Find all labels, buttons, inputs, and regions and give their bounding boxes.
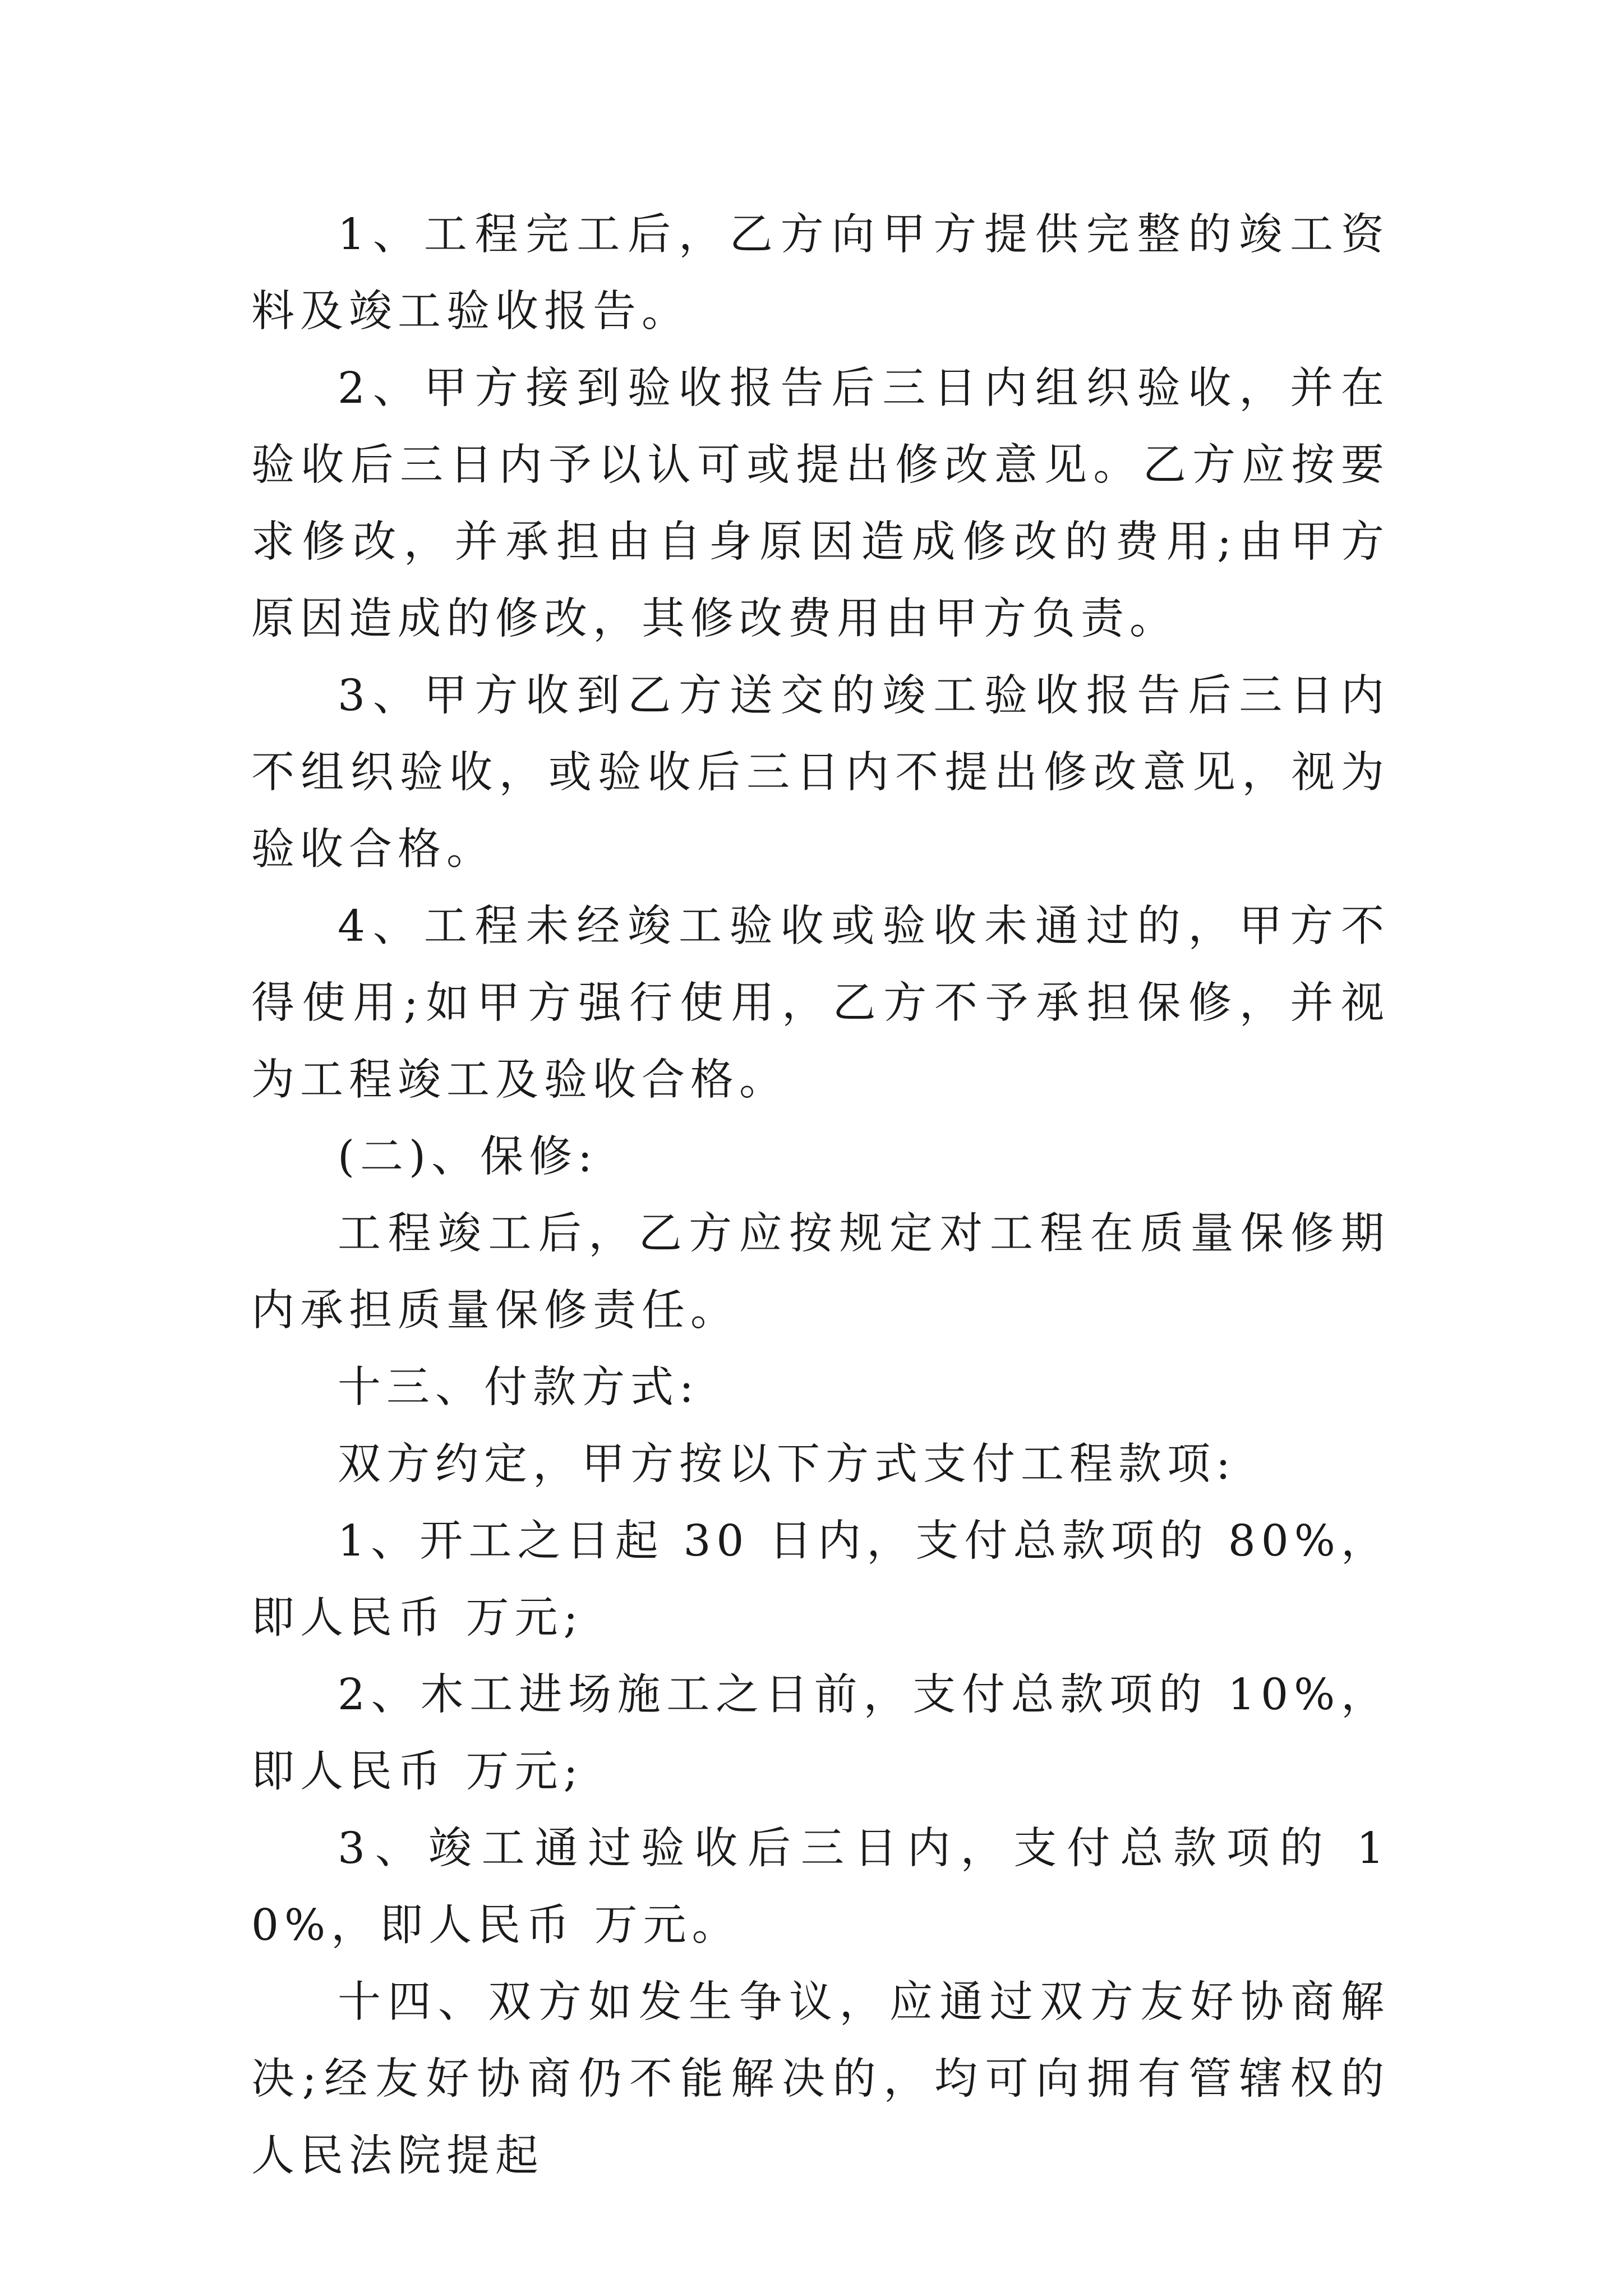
- paragraph-payment-2: 2、木工进场施工之日前，支付总款项的 10%，即人民币 万元;: [251, 1670, 1390, 1797]
- section-heading-warranty: (二)、保修:: [338, 1132, 598, 1182]
- paragraph-dispute: 十四、双方如发生争议，应通过双方友好协商解决;经友好协商仍不能解决的，均可向拥有管辖权的人民法院提起: [251, 1977, 1390, 2181]
- paragraph-warranty: 工程竣工后，乙方应按规定对工程在质量保修期内承担质量保修责任。: [251, 1209, 1390, 1336]
- paragraph-payment-intro: 双方约定，甲方按以下方式支付工程款项:: [338, 1439, 1236, 1489]
- paragraph-payment-3: 3、竣工通过验收后三日内，支付总款项的 10%，即人民币 万元。: [251, 1824, 1390, 1950]
- paragraph-acceptance-1: 1、工程完工后，乙方向甲方提供完整的竣工资料及竣工验收报告。: [251, 210, 1390, 337]
- paragraph-payment-1: 1、开工之日起 30 日内，支付总款项的 80%，即人民币 万元;: [251, 1516, 1390, 1643]
- section-heading-payment: 十三、付款方式:: [338, 1363, 699, 1412]
- document-body: [251, 196, 1390, 2194]
- paragraph-acceptance-3: 3、甲方收到乙方送交的竣工验收报告后三日内不组织验收，或验收后三日内不提出修改意见，视为验收合格。: [251, 671, 1390, 875]
- paragraph-acceptance-4: 4、工程未经竣工验收或验收未通过的，甲方不得使用;如甲方强行使用，乙方不予承担保修，并视为工程竣工及验收合格。: [251, 901, 1390, 1105]
- paragraph-acceptance-2: 2、甲方接到验收报告后三日内组织验收，并在验收后三日内予以认可或提出修改意见。乙方应按要求修改，并承担由自身原因造成修改的费用;由甲方原因造成的修改，其修改费用由甲方负责。: [251, 364, 1390, 644]
